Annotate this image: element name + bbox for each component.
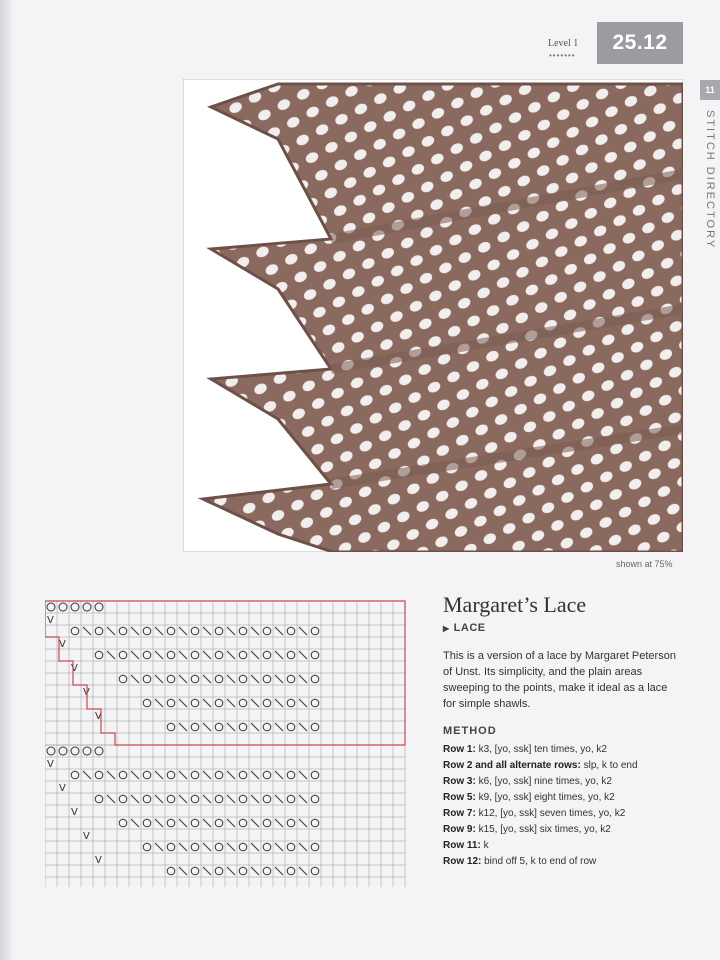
ssk-symbol bbox=[203, 651, 211, 659]
ssk-symbol bbox=[131, 675, 139, 683]
yo-symbol bbox=[191, 651, 199, 659]
yo-symbol bbox=[287, 867, 295, 875]
category-label: LACE bbox=[453, 622, 486, 634]
yo-symbol bbox=[119, 651, 127, 659]
yo-symbol bbox=[215, 651, 223, 659]
yo-symbol bbox=[215, 771, 223, 779]
slip-symbol: V bbox=[83, 831, 90, 842]
ssk-symbol bbox=[227, 627, 235, 635]
ssk-symbol bbox=[155, 795, 163, 803]
ssk-symbol bbox=[107, 795, 115, 803]
yo-symbol bbox=[311, 771, 319, 779]
ssk-symbol bbox=[179, 819, 187, 827]
yo-symbol bbox=[239, 699, 247, 707]
yo-symbol bbox=[191, 771, 199, 779]
yo-symbol bbox=[287, 843, 295, 851]
ssk-symbol bbox=[251, 675, 259, 683]
yo-symbol bbox=[95, 795, 103, 803]
yo-symbol bbox=[191, 675, 199, 683]
section-label: STITCH DIRECTORY bbox=[704, 110, 716, 250]
yo-symbol bbox=[287, 699, 295, 707]
ssk-symbol bbox=[203, 771, 211, 779]
yo-symbol bbox=[191, 627, 199, 635]
yo-symbol bbox=[263, 843, 271, 851]
row-text: k12, [yo, ssk] seven times, yo, k2 bbox=[478, 808, 626, 819]
ssk-symbol bbox=[275, 675, 283, 683]
yo-symbol bbox=[263, 867, 271, 875]
yo-symbol bbox=[287, 627, 295, 635]
yo-symbol bbox=[95, 771, 103, 779]
yo-symbol bbox=[263, 627, 271, 635]
yo-symbol bbox=[191, 795, 199, 803]
yo-symbol bbox=[311, 675, 319, 683]
row-text: k9, [yo, ssk] eight times, yo, k2 bbox=[478, 792, 615, 803]
ssk-symbol bbox=[203, 819, 211, 827]
stitch-description: This is a version of a lace by Margaret Peterson of Unst. Its simplicity, and the plain areas sweeping to the points, make it ideal as a lace for simple shawls. bbox=[443, 650, 676, 710]
ssk-symbol bbox=[251, 819, 259, 827]
yo-symbol bbox=[263, 819, 271, 827]
yo-symbol bbox=[215, 675, 223, 683]
yo-symbol bbox=[143, 627, 151, 635]
bind-off-symbol bbox=[59, 603, 67, 611]
row-label: Row 1: bbox=[443, 744, 476, 755]
ssk-symbol bbox=[131, 771, 139, 779]
stitch-title: Margaret’s Lace bbox=[443, 592, 587, 617]
yo-symbol bbox=[311, 651, 319, 659]
yo-symbol bbox=[239, 819, 247, 827]
ssk-symbol bbox=[299, 627, 307, 635]
yo-symbol bbox=[119, 675, 127, 683]
yo-symbol bbox=[263, 723, 271, 731]
row-label: Row 5: bbox=[443, 792, 476, 803]
ssk-symbol bbox=[299, 771, 307, 779]
slip-symbol: V bbox=[47, 759, 54, 770]
knitting-chart bbox=[45, 597, 407, 887]
row-label: Row 7: bbox=[443, 808, 476, 819]
ssk-symbol bbox=[179, 627, 187, 635]
bind-off-symbol bbox=[47, 747, 55, 755]
ssk-symbol bbox=[299, 843, 307, 851]
yo-symbol bbox=[71, 627, 79, 635]
yo-symbol bbox=[311, 723, 319, 731]
yo-symbol bbox=[215, 819, 223, 827]
ssk-symbol bbox=[227, 795, 235, 803]
yo-symbol bbox=[263, 771, 271, 779]
ssk-symbol bbox=[251, 867, 259, 875]
ssk-symbol bbox=[155, 699, 163, 707]
ssk-symbol bbox=[155, 627, 163, 635]
method-rows bbox=[443, 742, 693, 870]
method-row bbox=[443, 774, 693, 790]
ssk-symbol bbox=[299, 795, 307, 803]
yo-symbol bbox=[143, 843, 151, 851]
ssk-symbol bbox=[275, 843, 283, 851]
ssk-symbol bbox=[131, 627, 139, 635]
yo-symbol bbox=[167, 627, 175, 635]
ssk-symbol bbox=[179, 771, 187, 779]
yo-symbol bbox=[191, 723, 199, 731]
yo-symbol bbox=[191, 699, 199, 707]
yo-symbol bbox=[263, 699, 271, 707]
level-dots: ••••••• bbox=[549, 51, 576, 60]
yo-symbol bbox=[287, 771, 295, 779]
stitch-category bbox=[443, 622, 486, 634]
ssk-symbol bbox=[299, 651, 307, 659]
yo-symbol bbox=[311, 627, 319, 635]
ssk-symbol bbox=[251, 843, 259, 851]
method-row bbox=[443, 838, 693, 854]
ssk-symbol bbox=[275, 627, 283, 635]
knit-swatch-photo bbox=[183, 79, 683, 552]
bind-off-symbol bbox=[71, 747, 79, 755]
yo-symbol bbox=[239, 723, 247, 731]
yo-symbol bbox=[95, 651, 103, 659]
yo-symbol bbox=[143, 675, 151, 683]
slip-symbol: V bbox=[95, 855, 102, 866]
row-text: k6, [yo, ssk] nine times, yo, k2 bbox=[478, 776, 612, 787]
ssk-symbol bbox=[251, 771, 259, 779]
yo-symbol bbox=[215, 843, 223, 851]
ssk-symbol bbox=[155, 651, 163, 659]
ssk-symbol bbox=[203, 723, 211, 731]
row-text: k15, [yo, ssk] six times, yo, k2 bbox=[478, 824, 611, 835]
bind-off-symbol bbox=[83, 747, 91, 755]
yo-symbol bbox=[239, 627, 247, 635]
ssk-symbol bbox=[107, 771, 115, 779]
row-label: Row 2 and all alternate rows: bbox=[443, 760, 581, 771]
slip-symbol: V bbox=[71, 663, 78, 674]
yo-symbol bbox=[311, 699, 319, 707]
method-row bbox=[443, 758, 693, 774]
bind-off-symbol bbox=[95, 747, 103, 755]
yo-symbol bbox=[263, 651, 271, 659]
method-row bbox=[443, 806, 693, 822]
bind-off-symbol bbox=[47, 603, 55, 611]
ssk-symbol bbox=[155, 675, 163, 683]
ssk-symbol bbox=[227, 699, 235, 707]
yo-symbol bbox=[287, 819, 295, 827]
ssk-symbol bbox=[299, 819, 307, 827]
slip-symbol: V bbox=[47, 615, 54, 626]
ssk-symbol bbox=[179, 675, 187, 683]
yo-symbol bbox=[167, 867, 175, 875]
yo-symbol bbox=[311, 867, 319, 875]
ssk-symbol bbox=[275, 723, 283, 731]
yo-symbol bbox=[215, 867, 223, 875]
yo-symbol bbox=[167, 651, 175, 659]
ssk-symbol bbox=[203, 867, 211, 875]
yo-symbol bbox=[119, 819, 127, 827]
yo-symbol bbox=[287, 651, 295, 659]
bind-off-symbol bbox=[71, 603, 79, 611]
row-label: Row 11: bbox=[443, 840, 481, 851]
ssk-symbol bbox=[179, 843, 187, 851]
ssk-symbol bbox=[155, 819, 163, 827]
row-label: Row 9: bbox=[443, 824, 476, 835]
ssk-symbol bbox=[155, 771, 163, 779]
yo-symbol bbox=[287, 675, 295, 683]
yo-symbol bbox=[71, 771, 79, 779]
ssk-symbol bbox=[179, 795, 187, 803]
ssk-symbol bbox=[131, 651, 139, 659]
ssk-symbol bbox=[227, 723, 235, 731]
ssk-symbol bbox=[275, 795, 283, 803]
row-label: Row 3: bbox=[443, 776, 476, 787]
slip-symbol: V bbox=[59, 783, 66, 794]
ssk-symbol bbox=[107, 627, 115, 635]
bind-off-symbol bbox=[59, 747, 67, 755]
bind-off-symbol bbox=[83, 603, 91, 611]
ssk-symbol bbox=[251, 627, 259, 635]
ssk-symbol bbox=[251, 723, 259, 731]
ssk-symbol bbox=[227, 771, 235, 779]
book-spine-shadow bbox=[0, 0, 14, 960]
stitch-code-tab: 25.12 bbox=[597, 22, 683, 64]
ssk-symbol bbox=[299, 699, 307, 707]
ssk-symbol bbox=[275, 699, 283, 707]
method-heading: METHOD bbox=[443, 725, 497, 737]
row-text: k3, [yo, ssk] ten times, yo, k2 bbox=[478, 744, 607, 755]
yo-symbol bbox=[239, 675, 247, 683]
level-label: Level 1 bbox=[548, 38, 579, 49]
method-row bbox=[443, 854, 693, 870]
yo-symbol bbox=[215, 723, 223, 731]
triangle-icon: ▶ bbox=[443, 624, 450, 633]
row-label: Row 12: bbox=[443, 856, 482, 867]
ssk-symbol bbox=[131, 819, 139, 827]
yo-symbol bbox=[239, 651, 247, 659]
ssk-symbol bbox=[179, 699, 187, 707]
ssk-symbol bbox=[131, 795, 139, 803]
slip-symbol: V bbox=[83, 687, 90, 698]
ssk-symbol bbox=[179, 723, 187, 731]
bind-off-symbol bbox=[95, 603, 103, 611]
ssk-symbol bbox=[299, 723, 307, 731]
yo-symbol bbox=[143, 795, 151, 803]
ssk-symbol bbox=[251, 699, 259, 707]
yo-symbol bbox=[311, 843, 319, 851]
yo-symbol bbox=[167, 795, 175, 803]
ssk-symbol bbox=[179, 651, 187, 659]
method-row bbox=[443, 742, 693, 758]
yo-symbol bbox=[311, 819, 319, 827]
ssk-symbol bbox=[203, 843, 211, 851]
ssk-symbol bbox=[251, 651, 259, 659]
yo-symbol bbox=[287, 795, 295, 803]
ssk-symbol bbox=[179, 867, 187, 875]
yo-symbol bbox=[191, 819, 199, 827]
yo-symbol bbox=[167, 723, 175, 731]
yo-symbol bbox=[119, 795, 127, 803]
yo-symbol bbox=[167, 819, 175, 827]
row-text: k bbox=[483, 840, 489, 851]
yo-symbol bbox=[239, 867, 247, 875]
ssk-symbol bbox=[203, 675, 211, 683]
ssk-symbol bbox=[83, 627, 91, 635]
photo-caption: shown at 75% bbox=[616, 559, 673, 569]
ssk-symbol bbox=[299, 867, 307, 875]
ssk-symbol bbox=[83, 771, 91, 779]
yo-symbol bbox=[263, 675, 271, 683]
slip-symbol: V bbox=[71, 807, 78, 818]
ssk-symbol bbox=[275, 651, 283, 659]
row-text: bind off 5, k to end of row bbox=[484, 856, 597, 867]
ssk-symbol bbox=[227, 843, 235, 851]
ssk-symbol bbox=[275, 819, 283, 827]
ssk-symbol bbox=[275, 771, 283, 779]
yo-symbol bbox=[95, 627, 103, 635]
ssk-symbol bbox=[203, 699, 211, 707]
yo-symbol bbox=[119, 627, 127, 635]
ssk-symbol bbox=[155, 843, 163, 851]
yo-symbol bbox=[263, 795, 271, 803]
ssk-symbol bbox=[203, 627, 211, 635]
slip-symbol: V bbox=[59, 639, 66, 650]
yo-symbol bbox=[167, 675, 175, 683]
yo-symbol bbox=[239, 771, 247, 779]
yo-symbol bbox=[119, 771, 127, 779]
ssk-symbol bbox=[299, 675, 307, 683]
ssk-symbol bbox=[275, 867, 283, 875]
yo-symbol bbox=[167, 843, 175, 851]
ssk-symbol bbox=[227, 651, 235, 659]
yo-symbol bbox=[311, 795, 319, 803]
yo-symbol bbox=[143, 699, 151, 707]
yo-symbol bbox=[191, 867, 199, 875]
ssk-symbol bbox=[227, 819, 235, 827]
method-row bbox=[443, 822, 693, 838]
slip-symbol: V bbox=[95, 711, 102, 722]
yo-symbol bbox=[143, 819, 151, 827]
yo-symbol bbox=[167, 771, 175, 779]
yo-symbol bbox=[287, 723, 295, 731]
yo-symbol bbox=[143, 651, 151, 659]
page-number-tab: 11 bbox=[700, 80, 720, 100]
yo-symbol bbox=[215, 627, 223, 635]
yo-symbol bbox=[215, 795, 223, 803]
ssk-symbol bbox=[251, 795, 259, 803]
ssk-symbol bbox=[203, 795, 211, 803]
ssk-symbol bbox=[227, 675, 235, 683]
row-text: slp, k to end bbox=[583, 760, 638, 771]
yo-symbol bbox=[191, 843, 199, 851]
yo-symbol bbox=[167, 699, 175, 707]
ssk-symbol bbox=[107, 651, 115, 659]
yo-symbol bbox=[239, 795, 247, 803]
yo-symbol bbox=[143, 771, 151, 779]
method-row bbox=[443, 790, 693, 806]
yo-symbol bbox=[215, 699, 223, 707]
ssk-symbol bbox=[227, 867, 235, 875]
yo-symbol bbox=[239, 843, 247, 851]
